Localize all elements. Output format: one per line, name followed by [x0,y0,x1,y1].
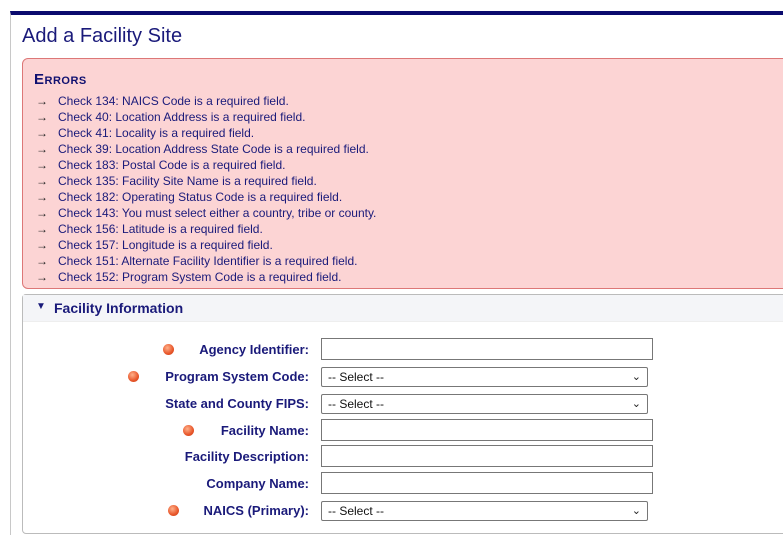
facility-information-section [22,294,783,534]
select-value: -- Select -- [328,397,385,411]
section-header[interactable] [23,295,783,322]
error-text: Check 41: Locality is a required field. [58,126,255,140]
error-text: Check 151: Alternate Facility Identifier is a required field. [58,254,358,268]
company-name-input[interactable] [321,472,653,494]
error-item [36,93,376,109]
error-item [36,189,376,205]
agency-identifier-input[interactable] [321,338,653,360]
arrow-right-icon: → [36,222,48,236]
error-item [36,173,376,189]
facility-description-input[interactable] [321,445,653,467]
error-text: Check 183: Postal Code is a required field. [58,158,286,172]
error-item [36,125,376,141]
error-text: Check 135: Facility Site Name is a required field. [58,174,317,188]
caret-down-icon[interactable]: ▼ [36,301,46,312]
arrow-right-icon: → [36,206,48,220]
facility-description-label: Facility Description: [184,449,309,464]
required-dot-icon [168,505,179,516]
row-agency-identifier [23,338,783,362]
error-text: Check 134: NAICS Code is a required field. [58,94,289,108]
state-county-fips-select[interactable] [321,394,648,414]
error-item [36,141,376,157]
arrow-right-icon: → [36,142,48,156]
error-text: Check 143: You must select either a country, tribe or county. [58,206,377,220]
arrow-right-icon: → [36,94,48,108]
page-title: Add a Facility Site [22,25,183,47]
errors-heading: Errors [34,71,87,88]
error-text: Check 156: Latitude is a required field. [58,222,263,236]
error-panel [22,58,783,289]
chevron-down-icon: ⌄ [631,505,641,517]
error-item [36,157,376,173]
chevron-down-icon: ⌄ [631,371,641,383]
program-system-code-label: Program System Code: [165,369,309,384]
state-county-fips-label: State and County FIPS: [165,396,309,411]
section-title: Facility Information [54,300,184,316]
arrow-right-icon: → [36,190,48,204]
arrow-right-icon: → [36,254,48,268]
row-facility-description [23,445,783,469]
error-text: Check 182: Operating Status Code is a required field. [58,190,343,204]
row-program-system-code [23,365,783,389]
naics-primary-label: NAICS (Primary): [203,503,309,518]
error-item [36,237,376,253]
required-dot-icon [128,371,139,382]
error-item [36,221,376,237]
error-item [36,109,376,125]
error-item [36,205,376,221]
chevron-down-icon: ⌄ [631,398,641,410]
required-dot-icon [163,344,174,355]
error-text: Check 40: Location Address is a required field. [58,110,306,124]
select-value: -- Select -- [328,370,385,384]
error-list [36,93,376,285]
facility-name-label: Facility Name: [220,423,309,438]
row-state-county-fips [23,392,783,416]
content-frame [10,11,783,535]
error-text: Check 152: Program System Code is a required field. [58,270,342,284]
program-system-code-select[interactable] [321,367,648,387]
required-dot-icon [183,425,194,436]
arrow-right-icon: → [36,126,48,140]
error-item [36,269,376,285]
row-naics-primary [23,499,783,523]
error-text: Check 157: Longitude is a required field. [58,238,273,252]
row-facility-name [23,419,783,443]
agency-identifier-label: Agency Identifier: [199,342,309,357]
arrow-right-icon: → [36,110,48,124]
arrow-right-icon: → [36,158,48,172]
company-name-label: Company Name: [206,476,309,491]
arrow-right-icon: → [36,270,48,284]
naics-primary-select[interactable] [321,501,648,521]
select-value: -- Select -- [328,504,385,518]
error-text: Check 39: Location Address State Code is a required field. [58,142,369,156]
arrow-right-icon: → [36,238,48,252]
arrow-right-icon: → [36,174,48,188]
facility-name-input[interactable] [321,419,653,441]
row-company-name [23,472,783,496]
error-item [36,253,376,269]
